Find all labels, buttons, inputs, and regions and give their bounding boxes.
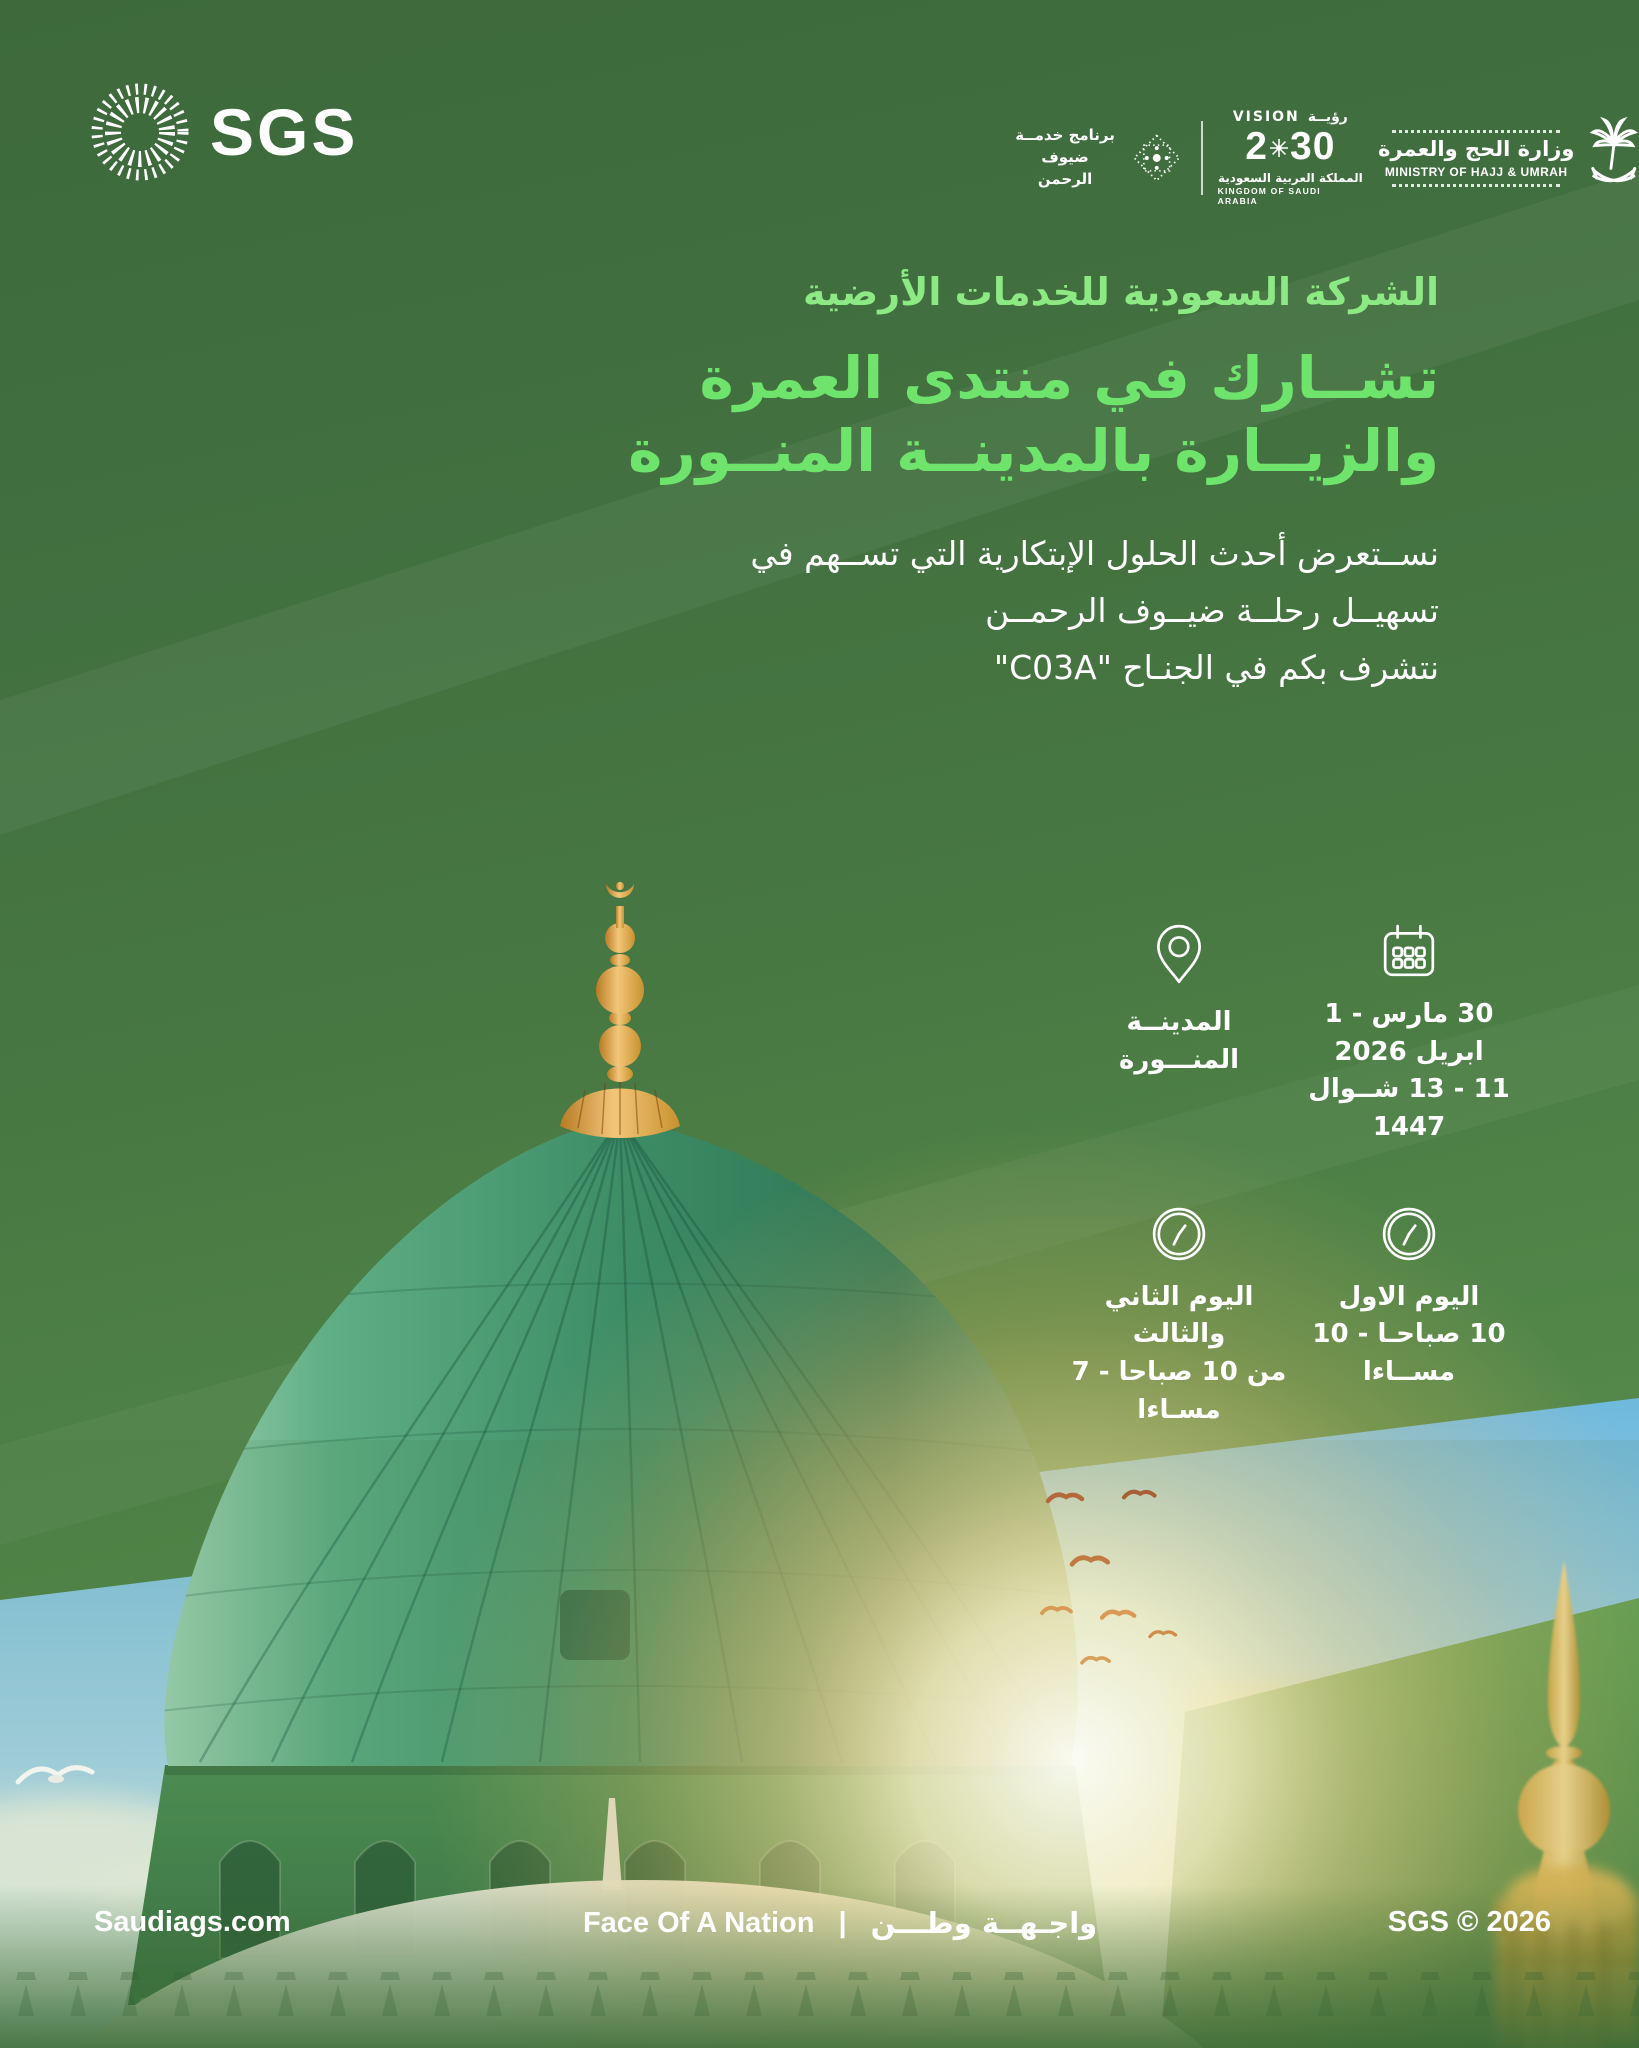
vision-country-arabic: المملكة العربية السعودية	[1217, 171, 1363, 186]
footer	[0, 1902, 1639, 1954]
event-day23-time: من 10 صباحا - 7 مسـاءا	[1071, 1357, 1287, 1425]
sgs-wordmark: SGS	[210, 95, 359, 169]
event-location: المدينــة المنـــورة	[1119, 1007, 1239, 1075]
ministry-logo	[1378, 130, 1574, 187]
vision-year-right: 30	[1290, 125, 1336, 169]
sgs-logo	[90, 82, 358, 182]
headline-line2: والزيــارة بالمدينــة المنــورة	[628, 416, 1439, 485]
footer-copyright: SGS © 2026	[1387, 1906, 1551, 1938]
clock-icon	[1150, 1205, 1208, 1263]
vision-english: VISION	[1232, 108, 1300, 125]
ministry-ornament-top	[1392, 130, 1560, 133]
event-day1-time: 10 صباحـا - 10 مســاءا	[1312, 1319, 1506, 1388]
ministry-name-english: MINISTRY OF HAJJ & UMRAH	[1384, 164, 1568, 179]
saudi-palm-emblem-icon	[1589, 115, 1639, 201]
event-date-cell	[1294, 922, 1524, 1147]
company-name: الشركة السعودية للخدمات الأرضية	[802, 270, 1439, 314]
pilgrim-program-line1: برنامج خدمــة	[1015, 126, 1115, 145]
footer-tagline-arabic: واجـهــة وطـــن	[870, 1906, 1098, 1940]
event-day23-cell	[1064, 1205, 1294, 1430]
headline-line1: تشــارك في منتدى العمرة	[699, 344, 1439, 412]
sgs-sunburst-icon	[90, 82, 190, 182]
body-line3: نتشرف بكم في الجنـاح "C03A"	[993, 648, 1439, 688]
event-day23-title: اليوم الثاني والثالث	[1104, 1281, 1254, 1350]
event-info-grid	[1064, 922, 1524, 1430]
main-text-block	[439, 270, 1439, 696]
event-day1-cell	[1294, 1205, 1524, 1430]
clock-icon	[1380, 1205, 1438, 1263]
event-day1-title: اليوم الاول	[1338, 1281, 1480, 1312]
vision-2030-logo	[1218, 110, 1363, 206]
dome-finial	[560, 882, 680, 1138]
vision-year-left: 2	[1245, 125, 1268, 169]
event-location-cell	[1064, 922, 1294, 1147]
vision-country-english: KINGDOM OF SAUDI ARABIA	[1217, 186, 1321, 206]
body-text	[439, 525, 1439, 696]
footer-separator: |	[838, 1906, 847, 1939]
pilgrim-program-line2: ضيوف الرحمن	[1037, 148, 1093, 188]
calendar-icon	[1380, 922, 1438, 980]
partner-logos	[1012, 110, 1639, 206]
vision-star-icon	[1269, 138, 1289, 158]
location-pin-icon	[1150, 922, 1208, 988]
ministry-ornament-bottom	[1392, 184, 1560, 187]
footer-tagline-english: Face Of A Nation	[582, 1906, 815, 1939]
vision-arabic: رؤيــة	[1307, 108, 1348, 125]
crescent-icon	[606, 882, 634, 898]
body-line1: نســتعرض أحدث الحلول الإبتكارية التي تســهم في	[750, 534, 1439, 573]
logo-divider	[1201, 121, 1203, 195]
pilgrim-program-logo	[1012, 125, 1186, 190]
ministry-name-arabic: وزارة الحج والعمرة	[1378, 136, 1575, 161]
body-line2: تسهيــل رحلــة ضيــوف الرحمــن	[985, 591, 1439, 631]
footer-tagline	[583, 1906, 1097, 1940]
footer-website: Saudiags.com	[94, 1906, 291, 1938]
pilgrim-program-emblem-icon	[1128, 129, 1185, 187]
event-date-gregorian: 30 مارس - 1 ابريل 2026	[1324, 999, 1494, 1067]
event-date-hijri: 11 - 13 شــوال 1447	[1308, 1074, 1510, 1143]
